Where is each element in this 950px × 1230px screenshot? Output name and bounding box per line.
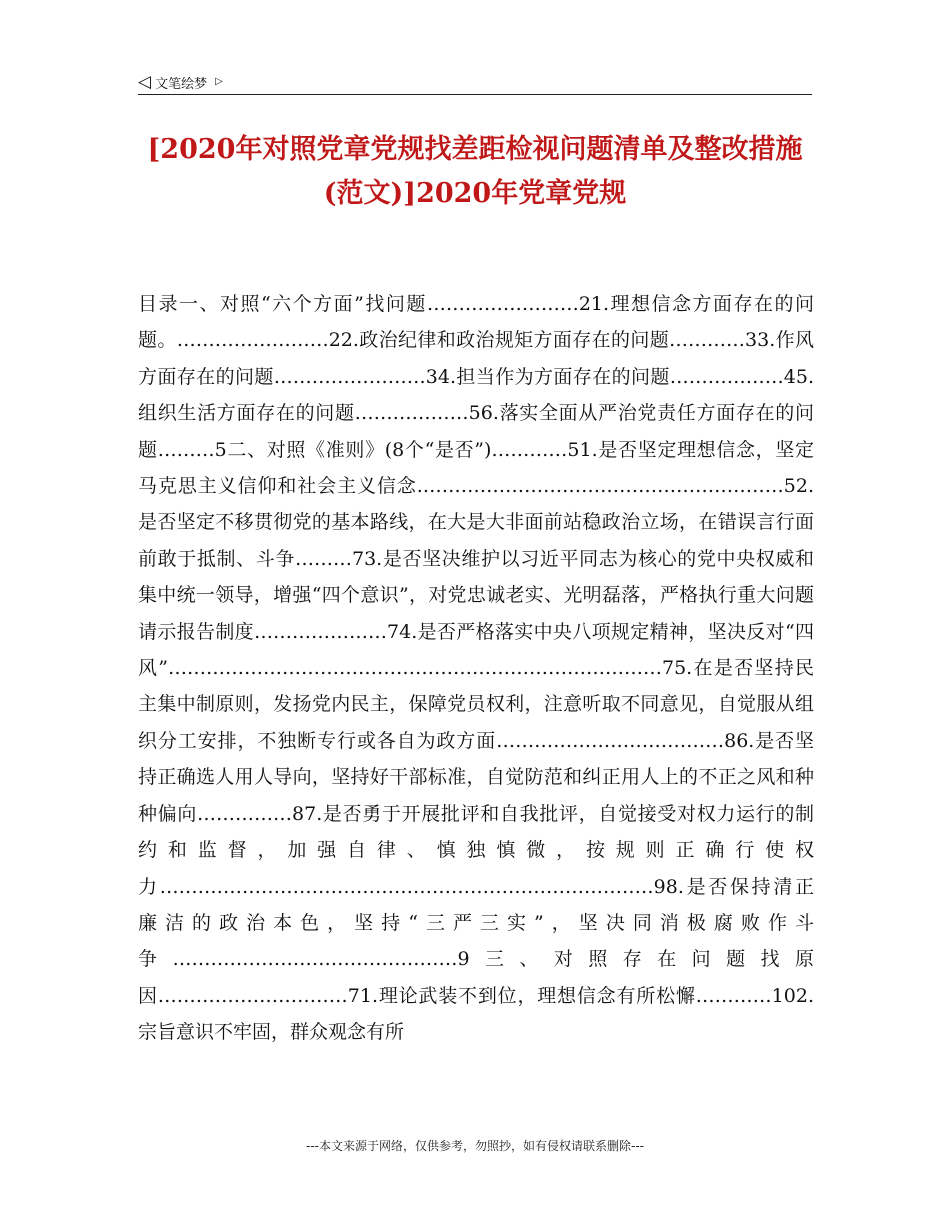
triangle-left-icon: ◁ xyxy=(138,71,152,92)
header-brand: 文笔绘梦 xyxy=(155,76,208,92)
triangle-right-icon: ▷ xyxy=(215,76,223,87)
document-body: 目录一、对照“六个方面”找问题……………………21.理想信念方面存在的问题。……………………22.政治纪律和政治规矩方面存在的问题…………33.作风方面存在的问题……………………34.担当作为方面存在的问题………………45.组织生活方面存在的问题………………56.落实全面从严治党责任方面存在的问题………5二、对照《准则》(8个“是否”)…………51.是否坚定理想信念，坚定马克思主义信仰和社会主义信念.…………………………………………………52.是否坚定不移贯彻党的基本路线，在大是大非面前站稳政治立场，在错误言行面前敢于抵制、斗争………73.是否坚决维护以习近平同志为核心的党中央权威和集中统一领导，增强“四个意识”，对党忠诚老实、光明磊落，严格执行重大问题请示报告制度…………………74.是否严格落实中央八项规定精神，坚决反对“四风”……………………………………………………………………75.在是否坚持民主集中制原则，发扬党内民主，保障党员权利，注意听取不同意见，自觉服从组织分工安排，不独断专行或各自为政方面………………………………86.是否坚持正确选人用人导向，坚持好干部标准，自觉防范和纠正用人上的不正之风和种种偏向……………87.是否勇于开展批评和自我批评，自觉接受对权力运行的制约和监督，加强自律、慎独慎微，按规则正确行使权力……………………………………………………………………98.是否保持清正廉洁的政治本色，坚持“三严三实”，坚决同消极腐败作斗争………………………………………9三、对照存在问题找原因…………………………71.理论武装不到位，理想信念有所松懈…………102.宗旨意识不牢固，群众观念有所 xyxy=(138,293,814,1044)
page-footer: ---本文来源于网络，仅供参考，勿照抄，如有侵权请联系删除--- xyxy=(306,1139,644,1153)
page-header xyxy=(138,70,812,95)
document-title: [2020年对照党章党规找差距检视问题清单及整改措施(范文)]2020年党章党规 xyxy=(147,134,803,209)
